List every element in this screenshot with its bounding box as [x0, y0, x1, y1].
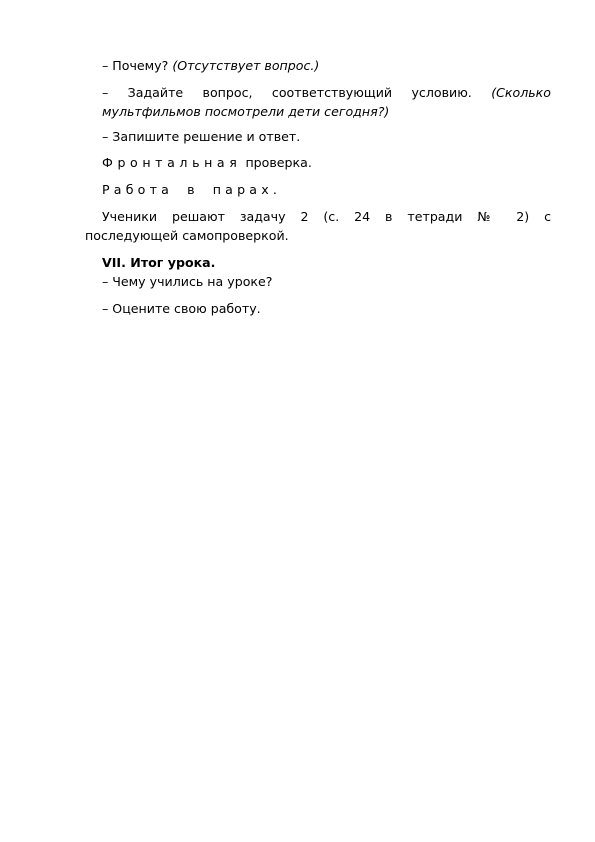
summary-question-1	[85, 272, 551, 291]
summary-question-1-text: – Чему учились на уроке?	[102, 274, 273, 289]
instruction-write-text: – Запишите решение и ответ.	[102, 129, 301, 144]
task-line-1-text: Ученики решают задачу 2 (с. 24 в тетради № 2) с	[102, 209, 551, 224]
summary-heading	[85, 253, 551, 272]
question-compose-hint: (Сколько мультфильмов посмотрели дети сегодня?)	[102, 85, 551, 119]
pair-work-word2: в	[187, 182, 199, 197]
pair-work	[85, 180, 551, 199]
question-why-hint: (Отсутствует вопрос.)	[172, 58, 320, 73]
task-line-2-text: последующей самопроверкой.	[85, 228, 289, 243]
pair-work-dot: .	[272, 182, 277, 197]
summary-question-2	[85, 299, 551, 318]
frontal-check-rest: проверка.	[241, 155, 312, 170]
summary-question-2-text: – Оцените свою работу.	[102, 301, 261, 316]
frontal-check-spaced: Фронтальная	[102, 155, 242, 170]
task-line-1	[85, 207, 551, 226]
question-compose-text: – Задайте вопрос, соответствующий условию.	[102, 85, 492, 100]
task-line-2	[85, 226, 551, 245]
summary-heading-text: VII. Итог урока.	[102, 255, 216, 270]
question-compose	[85, 83, 551, 121]
instruction-write	[85, 127, 551, 146]
pair-work-word1: Работа	[102, 182, 174, 197]
question-why-text: – Почему?	[102, 58, 173, 73]
question-why	[85, 56, 551, 75]
pair-work-word3: парах	[212, 182, 273, 197]
frontal-check	[85, 153, 551, 172]
